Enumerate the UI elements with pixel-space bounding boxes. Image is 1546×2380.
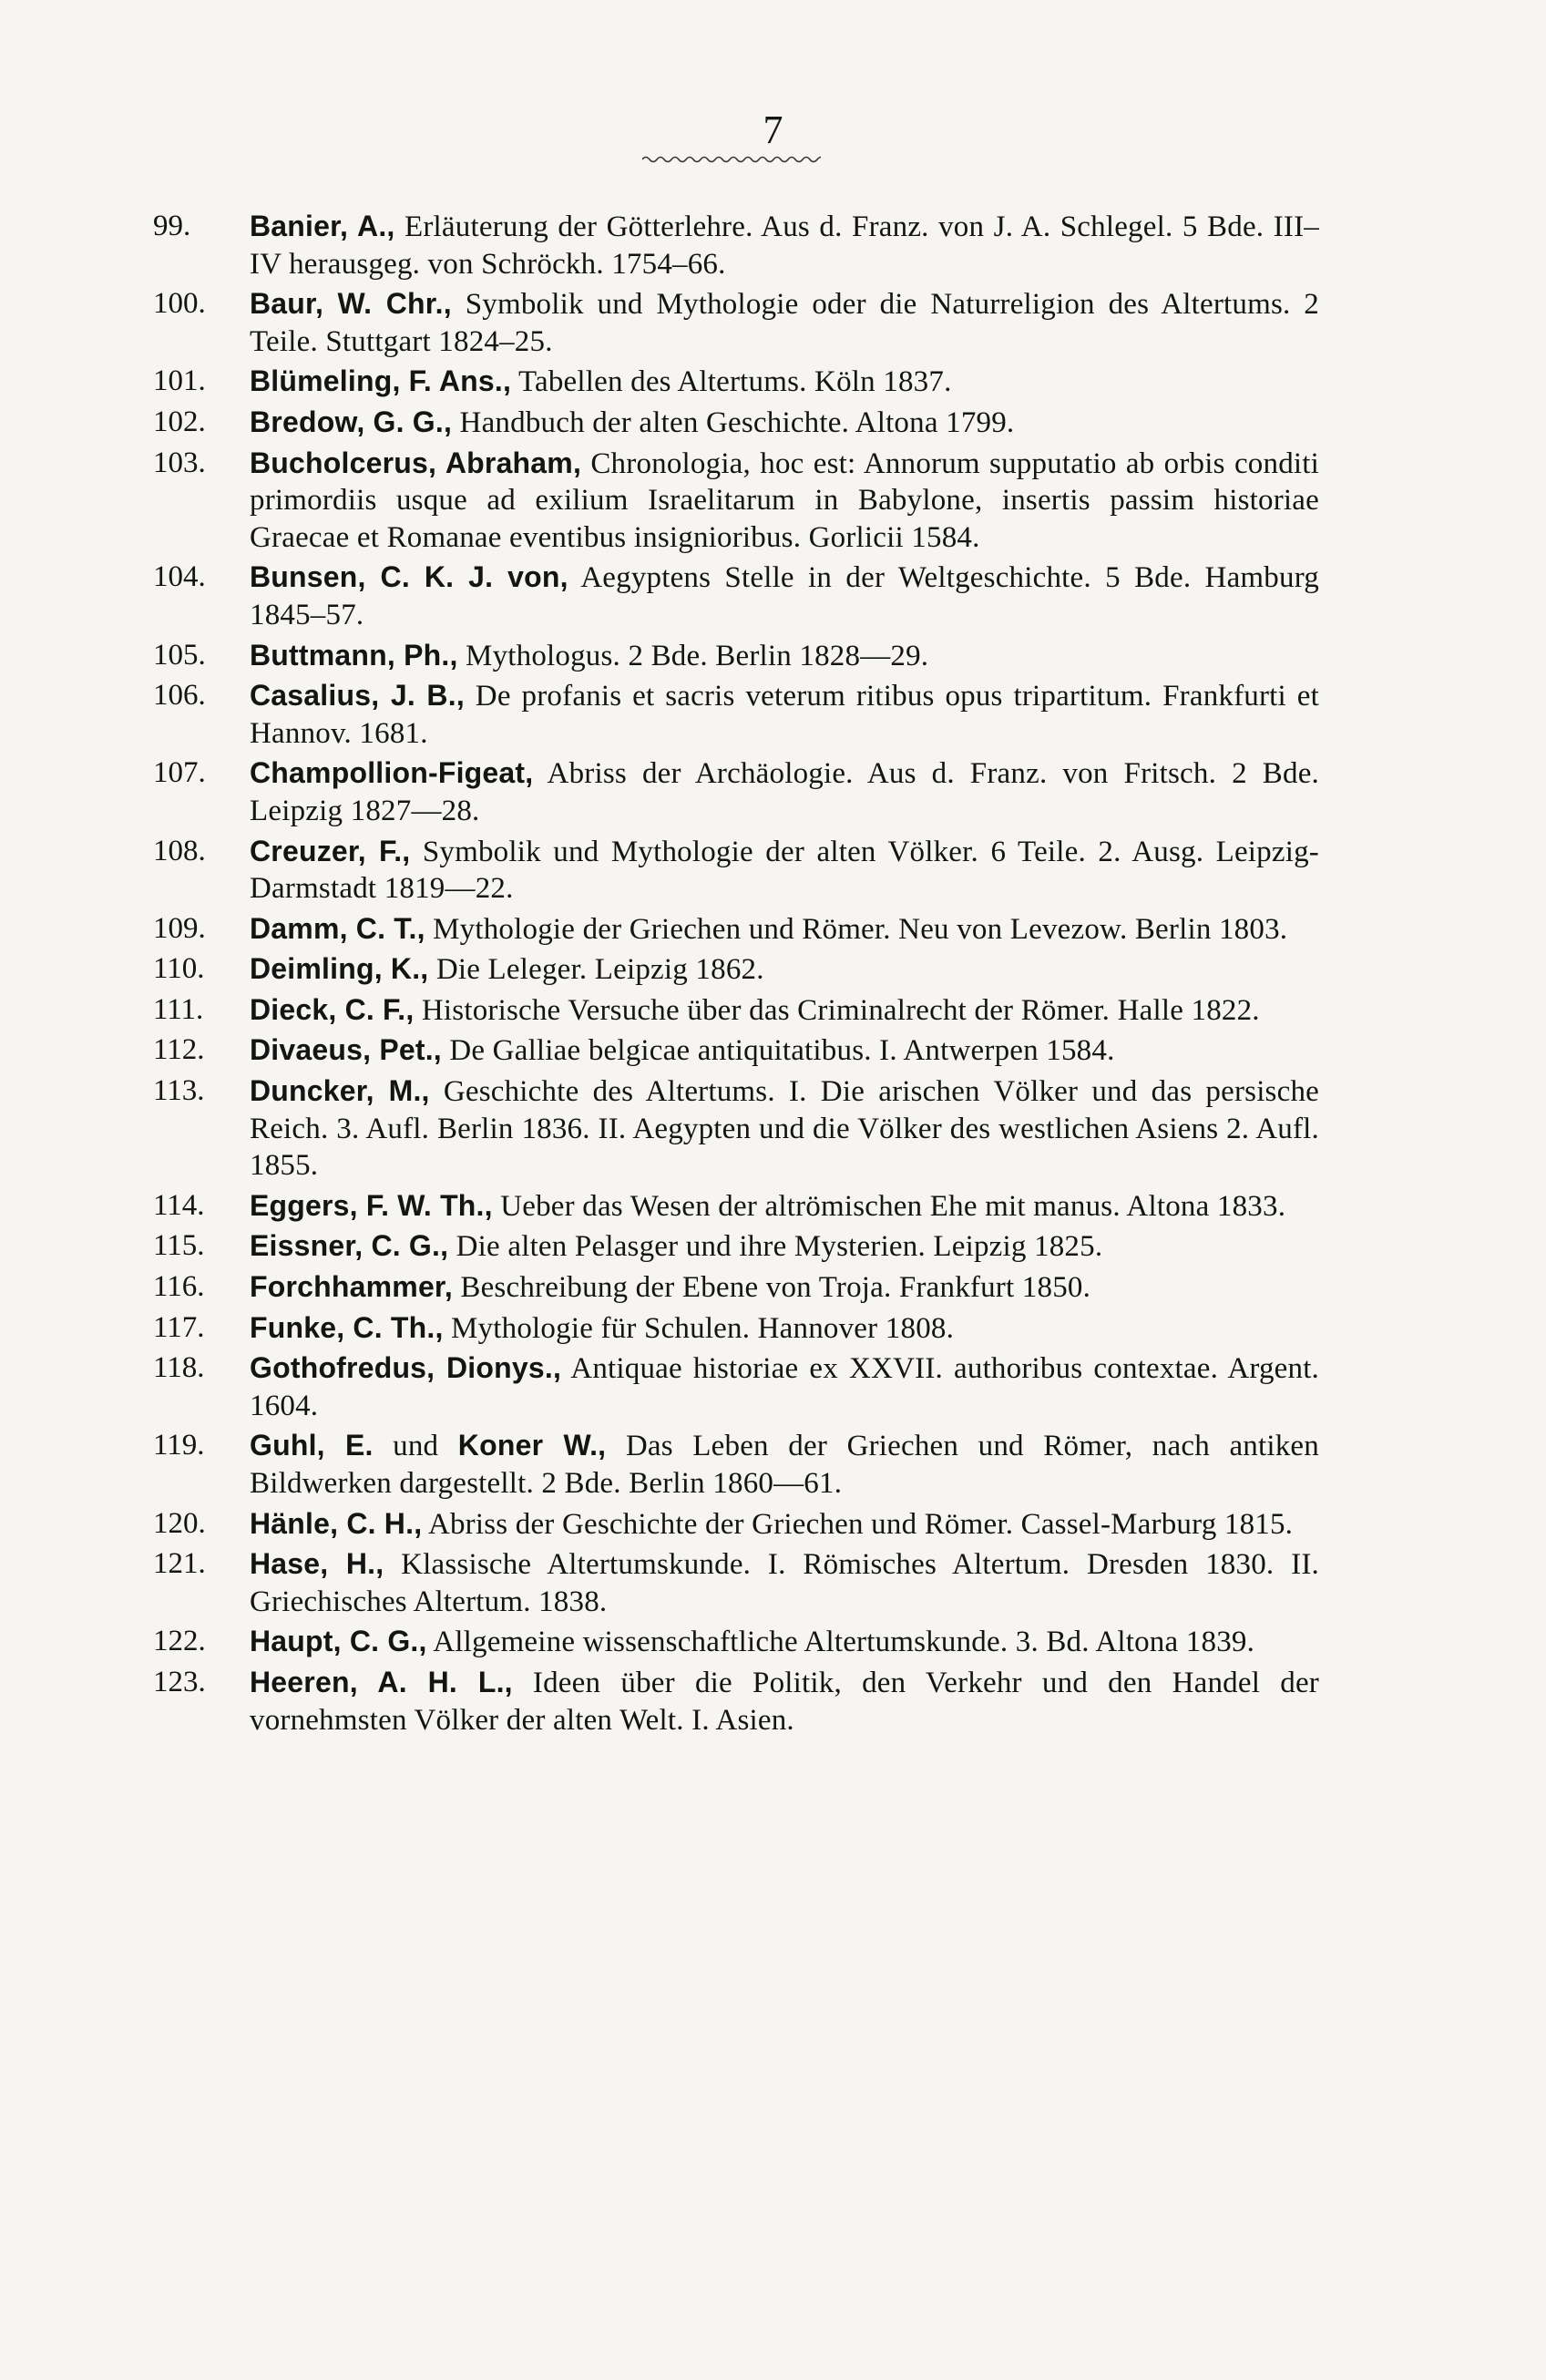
entry-text: Ueber das Wesen der altrömischen Ehe mit manus. Altona 1833. [492, 1189, 1286, 1223]
entry-number: 105. [153, 638, 206, 672]
entry-text: Allgemeine wissenschaftliche Altertumskunde. 3. Bd. Altona 1839. [426, 1626, 1255, 1659]
bibliography-entry [153, 1505, 1319, 1544]
bibliography-entry [153, 910, 1319, 949]
bibliography-entry [153, 1427, 1319, 1502]
bibliography-entry [153, 1187, 1319, 1226]
entry-number: 107. [153, 756, 206, 790]
bibliography-entry [153, 637, 1319, 675]
entry-number: 103. [153, 446, 206, 479]
bibliography-entry [153, 1031, 1319, 1070]
entry-text: Symbolik und Mythologie der alten Völker. 6 Teile. 2. Ausg. Leipzig-Darmstadt 1819—22. [250, 835, 1319, 906]
entry-number: 99. [153, 210, 191, 242]
bibliography-entry [153, 445, 1319, 557]
page-number: 7 [763, 108, 783, 152]
entry-text: Tabellen des Altertums. Köln 1837. [511, 365, 952, 399]
bibliography-entry [153, 833, 1319, 908]
bibliography-entry [153, 404, 1319, 442]
entry-number: 106. [153, 679, 206, 713]
entry-coauthor: Koner W., [457, 1429, 607, 1462]
entry-author: Casalius, J. B., [250, 679, 465, 713]
bibliography-entry [153, 208, 1319, 282]
entry-text: De profanis et sacris veterum ritibus opus tripartitum. Frankfurti et Hannov. 1681. [250, 680, 1319, 750]
bibliography-entry [153, 285, 1319, 360]
entry-text: Abriss der Geschichte der Griechen und Römer. Cassel-Marburg 1815. [422, 1507, 1294, 1541]
entry-author: Buttmann, Ph., [250, 638, 458, 672]
entry-author: Forchhammer, [250, 1270, 453, 1304]
entry-text: Chronologia, hoc est: Annorum supputatio ab orbis conditi primordiis usque ad exilium Israelitarum in Babylone, insertis passim historiae Graecae et Romanae eventibus insignioribus. Gorlicii 1584. [250, 446, 1319, 554]
entry-number: 101. [153, 364, 206, 398]
entry-author: Haupt, C. G., [250, 1625, 427, 1658]
entry-author: Dieck, C. F., [250, 992, 415, 1026]
entry-number: 118. [153, 1351, 205, 1385]
entry-number: 116. [153, 1270, 205, 1304]
bibliography-entry [153, 559, 1319, 633]
bibliography-entry [153, 1664, 1319, 1739]
entry-number: 109. [153, 911, 206, 945]
bibliography-entry [153, 1545, 1319, 1620]
entry-author: Creuzer, F., [250, 834, 411, 867]
entry-text: Die Leleger. Leipzig 1862. [428, 953, 764, 987]
entry-author: Baur, W. Chr., [250, 287, 452, 321]
entry-text: Historische Versuche über das Criminalrecht der Römer. Halle 1822. [414, 993, 1260, 1027]
bibliography-entry [153, 991, 1319, 1030]
entry-author: Hänle, C. H., [250, 1506, 423, 1540]
entry-number: 104. [153, 560, 206, 594]
entry-text: Abriss der Archäologie. Aus d. Franz. von Fritsch. 2 Bde. Leipzig 1827—28. [250, 757, 1319, 827]
entry-text: Beschreibung der Ebene von Troja. Frankfurt 1850. [452, 1271, 1091, 1305]
entry-number: 120. [153, 1506, 206, 1540]
entry-text: Mythologie für Schulen. Hannover 1808. [443, 1311, 955, 1345]
entry-number: 119. [153, 1429, 205, 1462]
bibliography-entry [153, 1349, 1319, 1424]
entry-author: Funke, C. Th., [250, 1310, 444, 1344]
entry-number: 102. [153, 405, 206, 438]
entry-author: Eissner, C. G., [250, 1229, 449, 1263]
entry-author: Divaeus, Pet., [250, 1033, 442, 1067]
entry-text: Klassische Altertumskunde. I. Römisches Altertum. Dresden 1830. II. Griechisches Altertum. 1838. [250, 1548, 1319, 1618]
bibliography-entry [153, 677, 1319, 752]
entry-number: 122. [153, 1625, 206, 1658]
entry-author: Blümeling, F. Ans., [250, 364, 512, 398]
entry-number: 115. [153, 1229, 205, 1263]
entry-text: Mythologus. 2 Bde. Berlin 1828—29. [457, 639, 929, 672]
bibliography-entry [153, 1309, 1319, 1348]
entry-author: Bucholcerus, Abraham, [250, 446, 582, 479]
entry-author: Banier, A., [250, 210, 395, 242]
entry-author: Damm, C. T., [250, 911, 425, 945]
bibliography-entry [153, 950, 1319, 989]
entry-author: Guhl, E. [250, 1429, 374, 1462]
page-number-wavy-rule [642, 155, 821, 164]
wavy-rule-graphic [642, 155, 821, 164]
entry-text-continued: Das Leben der Griechen und Römer, nach antiken Bildwerken dargestellt. 2 Bde. Berlin 1860—61. [250, 1430, 1319, 1500]
entry-text: Die alten Pelasger und ihre Mysterien. Leipzig 1825. [448, 1230, 1103, 1264]
entry-number: 123. [153, 1665, 206, 1698]
entry-text: Symbolik und Mythologie oder die Naturreligion des Altertums. 2 Teile. Stuttgart 1824–25. [250, 288, 1319, 358]
entry-number: 111. [153, 992, 204, 1026]
entry-number: 112. [153, 1033, 205, 1067]
entry-text: und [373, 1430, 458, 1463]
entry-author: Hase, H., [250, 1547, 384, 1581]
entry-author: Eggers, F. W. Th., [250, 1188, 493, 1222]
entry-number: 110. [153, 952, 205, 986]
entry-text: Mythologie der Griechen und Römer. Neu von Levezow. Berlin 1803. [425, 912, 1288, 946]
entry-number: 108. [153, 834, 206, 867]
entry-author: Duncker, M., [250, 1074, 430, 1108]
entry-text: Handbuch der alten Geschichte. Altona 1799. [452, 405, 1015, 439]
entry-number: 113. [153, 1074, 205, 1108]
entry-text: Erläuterung der Götterlehre. Aus d. Franz. von J. A. Schlegel. 5 Bde. III–IV herausgeg. von Schröckh. 1754–66. [250, 210, 1319, 281]
entry-number: 100. [153, 287, 206, 321]
entry-number: 114. [153, 1188, 205, 1222]
bibliography-entry [153, 754, 1319, 829]
bibliography-entry [153, 1623, 1319, 1661]
entry-text: Aegyptens Stelle in der Weltgeschichte. 5 Bde. Hamburg 1845–57. [250, 561, 1319, 631]
bibliography-entry [153, 363, 1319, 401]
bibliography-entry [153, 1227, 1319, 1266]
entry-text: De Galliae belgicae antiquitatibus. I. Antwerpen 1584. [441, 1034, 1115, 1068]
entry-number: 121. [153, 1547, 206, 1581]
entry-text: Antiquae historiae ex XXVII. authoribus contextae. Argent. 1604. [250, 1352, 1320, 1422]
bibliography-list [153, 208, 1319, 1741]
entry-author: Champollion-Figeat, [250, 756, 534, 790]
bibliography-entry [153, 1072, 1319, 1185]
bibliography-entry [153, 1268, 1319, 1307]
entry-author: Bunsen, C. K. J. von, [250, 560, 568, 594]
entry-author: Deimling, K., [250, 952, 429, 986]
entry-number: 117. [153, 1310, 205, 1344]
entry-text: Ideen über die Politik, den Verkehr und den Handel der vornehmsten Völker der alten Welt. I. Asien. [250, 1666, 1319, 1737]
entry-author: Gothofredus, Dionys., [250, 1351, 562, 1385]
entry-author: Bredow, G. G., [250, 405, 453, 438]
entry-author: Heeren, A. H. L., [250, 1665, 513, 1698]
entry-text: Geschichte des Altertums. I. Die arischen Völker und das persische Reich. 3. Aufl. Berlin 1836. II. Aegypten und die Völker des westlichen Asiens 2. Aufl. 1855. [250, 1075, 1319, 1183]
